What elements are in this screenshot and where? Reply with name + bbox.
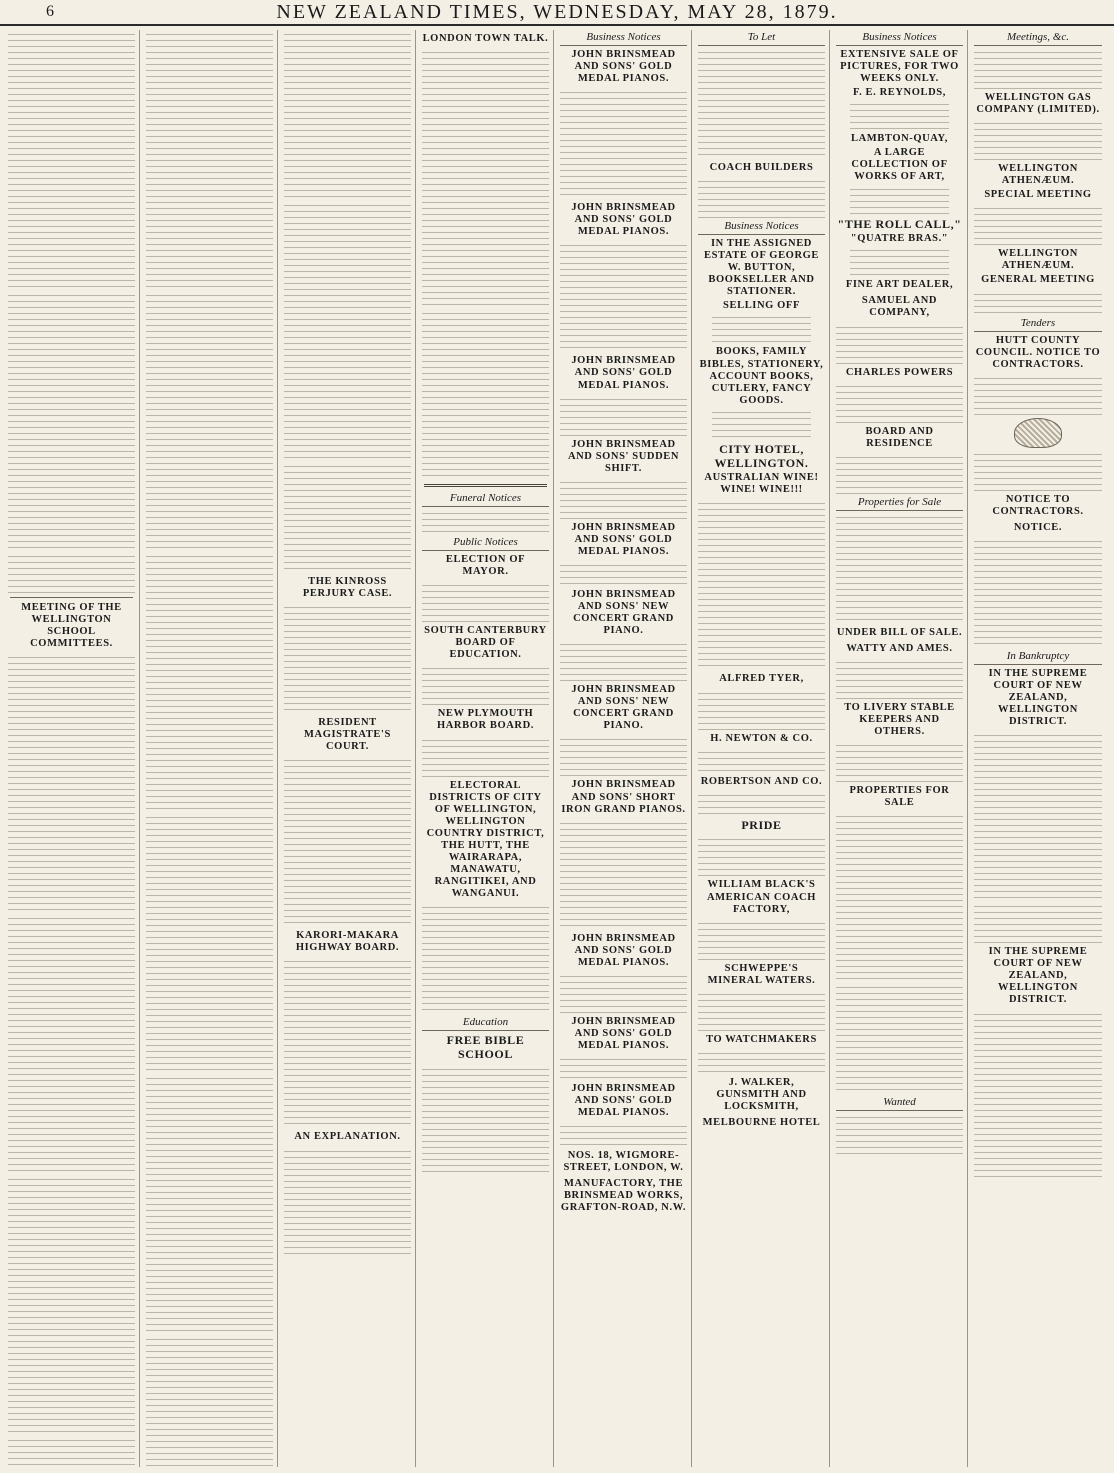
body-text: [422, 904, 549, 1014]
kinross-headline: THE KINROSS PERJURY CASE.: [302, 576, 393, 600]
karori-headline: KARORI-MAKARA HIGHWAY BOARD.: [295, 930, 400, 954]
body-text: [8, 915, 135, 1175]
body-text: [422, 737, 549, 777]
canterbury-headline: SOUTH CANTERBURY BOARD OF EDUCATION.: [424, 625, 547, 661]
quatre-bras: "QUATRE BRAS.": [850, 233, 949, 245]
body-text: [974, 538, 1102, 648]
column-8: [974, 30, 1106, 1467]
gas-ad: [974, 92, 1102, 116]
paper-title: NEW ZEALAND TIMES, WEDNESDAY, MAY 28, 1879.: [276, 0, 838, 23]
board-headline: BOARD AND RESIDENCE: [865, 425, 934, 449]
body-text: [836, 514, 963, 624]
livery-headline: TO LIVERY STABLE KEEPERS AND OTHERS.: [844, 701, 955, 737]
robertson-ad: [698, 776, 825, 788]
brinsmead-headline: JOHN BRINSMEAD AND SONS' GOLD MEDAL PIANOS.: [571, 1015, 676, 1051]
schweppe-headline: SCHWEPPE'S MINERAL WATERS.: [707, 962, 816, 986]
body-text: [146, 292, 273, 552]
items-list: BOOKS, FAMILY BIBLES, STATIONERY, ACCOUNT BOOKS, CUTLERY, FANCY GOODS.: [699, 346, 824, 406]
to-let-section: To Let: [698, 30, 825, 46]
brinsmead-ad: [560, 779, 687, 815]
bill-of-sale-ad: [836, 627, 963, 639]
body-text: [836, 813, 963, 983]
court-notice-2: [974, 946, 1102, 1006]
body-text: [560, 820, 687, 930]
lambton-quay: LAMBTON-QUAY,: [851, 133, 948, 145]
manufactory-headline: MANUFACTORY, THE BRINSMEAD WORKS, GRAFTON-ROAD, N.W.: [560, 1178, 687, 1214]
watchmakers-ad: [698, 1034, 825, 1046]
body-text: [974, 49, 1102, 89]
coach-ad: [698, 162, 825, 174]
brinsmead-ad: [560, 522, 687, 558]
newton-ad: [698, 733, 825, 745]
bible-headline: FREE BIBLE SCHOOL: [446, 1033, 525, 1061]
coach-headline: COACH BUILDERS: [709, 162, 814, 173]
brinsmead-headline: JOHN BRINSMEAD AND SONS' NEW CONCERT GRAND PIANO.: [571, 684, 676, 732]
samuel-headline: SAMUEL AND COMPANY,: [861, 295, 938, 319]
meeting-headline: MEETING OF THE WELLINGTON SCHOOL COMMITTEES.: [21, 602, 122, 650]
brinsmead-ad: [560, 1016, 687, 1052]
schweppe-ad: [698, 963, 825, 987]
plymouth-headline: NEW PLYMOUTH HARBOR BOARD.: [436, 708, 535, 732]
body-text: [560, 89, 687, 199]
body-text: [836, 659, 963, 699]
business-section: Business Notices: [698, 219, 825, 235]
body-text: [974, 291, 1102, 315]
london-headline: LONDON TOWN TALK.: [422, 33, 549, 44]
city-hotel-sub: AUSTRALIAN WINE! WINE! WINE!!!: [704, 472, 819, 496]
body-text: [422, 582, 549, 622]
business-section: Business Notices: [560, 30, 687, 46]
wigmore-headline: NOS. 18, WIGMORE-STREET, LONDON, W.: [563, 1150, 684, 1174]
brinsmead-headline: JOHN BRINSMEAD AND SONS' NEW CONCERT GRAND PIANO.: [571, 588, 676, 637]
works-of-art: A LARGE COLLECTION OF WORKS OF ART,: [851, 147, 948, 183]
body-text: [698, 836, 825, 876]
body-text: [974, 205, 1102, 245]
body-text: [560, 242, 687, 352]
funeral-section: Funeral Notices: [422, 491, 549, 507]
pride-headline: PRIDE: [741, 817, 782, 832]
body-text: [560, 1056, 687, 1080]
body-text: [974, 732, 1102, 902]
karori-article: [284, 930, 411, 954]
body-text: [8, 654, 135, 914]
hutt-headline: HUTT COUNTY COUNCIL. NOTICE TO CONTRACTORS.: [975, 334, 1101, 370]
election-notice: [422, 554, 549, 578]
powers-ad: [836, 367, 963, 379]
body-text: [974, 375, 1102, 415]
melbourne-ad: [698, 1117, 825, 1129]
brinsmead-headline: JOHN BRINSMEAD AND SONS' GOLD MEDAL PIANOS.: [571, 521, 676, 557]
resident-headline: RESIDENT MAGISTRATE'S COURT.: [304, 717, 391, 753]
brinsmead-ad: [560, 202, 687, 238]
properties-headline: PROPERTIES FOR SALE: [849, 785, 950, 809]
column-1: [8, 30, 140, 1467]
body-text: [560, 562, 687, 586]
body-text: [974, 903, 1102, 943]
election-headline: ELECTION OF MAYOR.: [445, 554, 526, 578]
assigned-estate-ad: [698, 238, 825, 439]
column-3: [284, 30, 416, 1467]
selling-off: SELLING OFF: [723, 300, 800, 312]
column-2: [146, 30, 278, 1467]
body-text: [146, 1075, 273, 1335]
body-text: [698, 690, 825, 730]
body-text: [974, 451, 1102, 491]
masthead: [0, 0, 1114, 26]
body-text: [284, 958, 411, 1128]
resident-article: [284, 717, 411, 753]
body-text: [560, 973, 687, 1013]
athenaeum-headline-2: WELLINGTON ATHENÆUM.: [998, 248, 1078, 272]
electoral-headline: ELECTORAL DISTRICTS OF CITY OF WELLINGTON, WELLINGTON COUNTRY DISTRICT, THE HUTT, THE WAIRARAPA, MANAWATU, RANGITIKEI, AND WANGANUI.: [426, 779, 545, 900]
body-text: [422, 310, 549, 480]
brinsmead-headline: JOHN BRINSMEAD AND SONS' SHORT IRON GRAND PIANOS.: [561, 779, 686, 815]
properties-section: Properties for Sale: [836, 495, 963, 511]
body-text: [836, 1114, 963, 1154]
explanation-article: [284, 1131, 411, 1143]
reynolds-name: F. E. REYNOLDS,: [853, 87, 946, 99]
fine-art-dealer: FINE ART DEALER,: [845, 279, 954, 291]
brinsmead-headline: JOHN BRINSMEAD AND SONS' GOLD MEDAL PIANOS.: [571, 355, 676, 391]
tender-headline: NOTICE TO CONTRACTORS.: [992, 493, 1084, 517]
notice-ad: [974, 522, 1102, 534]
brinsmead-ad: [560, 684, 687, 732]
column-4: [422, 30, 554, 1467]
watty-ad: [836, 643, 963, 655]
brinsmead-headline: JOHN BRINSMEAD AND SONS' GOLD MEDAL PIANOS.: [571, 932, 676, 968]
special-meeting: SPECIAL MEETING: [984, 189, 1092, 201]
manufactory-ad: [560, 1178, 687, 1214]
body-text: [8, 1176, 135, 1436]
tenders-section: Tenders: [974, 316, 1102, 332]
brinsmead-headline: JOHN BRINSMEAD AND SONS' SUDDEN SHIFT.: [567, 438, 680, 474]
body-text: [560, 396, 687, 436]
public-section: Public Notices: [422, 535, 549, 551]
sale-headline: EXTENSIVE SALE OF PICTURES, FOR TWO WEEKS ONLY.: [840, 49, 959, 85]
assigned-headline: IN THE ASSIGNED ESTATE OF GEORGE W. BUTTON, BOOKSELLER AND STATIONER.: [703, 238, 819, 298]
brinsmead-headline: JOHN BRINSMEAD AND SONS' GOLD MEDAL PIANOS.: [571, 202, 676, 238]
body-text: [698, 500, 825, 670]
london-article: [422, 33, 549, 45]
body-text: [836, 383, 963, 423]
body-text: [560, 736, 687, 776]
board-ad: [836, 426, 963, 450]
general-meeting: GENERAL MEETING: [981, 274, 1095, 286]
hutt-ad: [974, 335, 1102, 371]
education-section: Education: [422, 1015, 549, 1031]
body-text: [284, 31, 411, 201]
explanation-headline: AN EXPLANATION.: [294, 1131, 401, 1143]
body-text: [698, 178, 825, 218]
bankruptcy-section: In Bankruptcy: [974, 649, 1102, 665]
body-text: [8, 553, 135, 593]
body-text: [560, 1123, 687, 1147]
watty-headline: WATTY AND AMES.: [846, 642, 953, 654]
brinsmead-ad: [560, 1083, 687, 1119]
court-headline: IN THE SUPREME COURT OF NEW ZEALAND, WELLINGTON DISTRICT.: [988, 667, 1088, 728]
business-section: Business Notices: [836, 30, 963, 46]
body-text: [284, 202, 411, 462]
samuel-ad: [836, 295, 963, 319]
brinsmead-headline: JOHN BRINSMEAD AND SONS' GOLD MEDAL PIANOS.: [571, 1083, 676, 1119]
body-text: [836, 742, 963, 782]
body-text: [422, 665, 549, 705]
body-text: [560, 479, 687, 519]
body-text: [8, 1437, 135, 1467]
black-ad: [698, 879, 825, 915]
body-text: [284, 463, 411, 573]
wanted-section: Wanted: [836, 1095, 963, 1111]
walker-ad: [698, 1077, 825, 1113]
body-text: [146, 1336, 273, 1467]
column-6: [698, 30, 830, 1467]
properties-ad: [836, 785, 963, 809]
city-hotel-headline: CITY HOTEL, WELLINGTON.: [714, 441, 809, 470]
canterbury-notice: [422, 625, 549, 661]
court-notice: [974, 668, 1102, 728]
tyer-ad: [698, 673, 825, 685]
powers-headline: CHARLES POWERS: [845, 366, 954, 378]
electoral-notice: [422, 780, 549, 901]
notice-headline: NOTICE.: [1013, 521, 1063, 533]
bible-notice: [422, 1034, 549, 1062]
brinsmead-ad: [560, 49, 687, 85]
watchmakers-headline: TO WATCHMAKERS: [706, 1033, 817, 1045]
body-text: [974, 120, 1102, 160]
column-7: [836, 30, 968, 1467]
body-text: [698, 792, 825, 816]
body-text: [698, 49, 825, 159]
bill-headline: UNDER BILL OF SALE.: [836, 626, 963, 638]
body-text: [698, 1050, 825, 1074]
black-headline: WILLIAM BLACK'S AMERICAN COACH FACTORY,: [706, 879, 817, 915]
kinross-article: [284, 576, 411, 600]
plymouth-notice: [422, 708, 549, 732]
brinsmead-ad: [560, 355, 687, 391]
tyer-headline: ALFRED TYER,: [719, 673, 804, 685]
brinsmead-ad: [560, 933, 687, 969]
body-text: [698, 991, 825, 1031]
columns: [8, 30, 1106, 1467]
robertson-headline: ROBERTSON AND CO.: [700, 775, 823, 787]
brinsmead-ad: [560, 589, 687, 637]
gas-headline: WELLINGTON GAS COMPANY (LIMITED).: [976, 92, 1100, 116]
livery-ad: [836, 702, 963, 738]
body-text: [284, 757, 411, 927]
athenaeum-headline: WELLINGTON ATHENÆUM.: [998, 163, 1078, 187]
body-text: [284, 604, 411, 714]
walker-headline: J. WALKER, GUNSMITH AND LOCKSMITH,: [716, 1076, 807, 1112]
body-text: [8, 31, 135, 291]
body-text: [146, 553, 273, 813]
body-text: [974, 1011, 1102, 1181]
meetings-section: Meetings, &c.: [974, 30, 1102, 46]
brinsmead-ad: [560, 439, 687, 475]
body-text: [698, 920, 825, 960]
body-text: [836, 984, 963, 1094]
body-text: [836, 454, 963, 494]
page-number: 6: [46, 3, 54, 20]
body-text: [560, 641, 687, 681]
body-text: [698, 749, 825, 773]
pride-ad: [698, 819, 825, 833]
city-hotel-ad: [698, 443, 825, 497]
wigmore-ad: [560, 1150, 687, 1174]
body-text: [836, 324, 963, 364]
court-headline-2: IN THE SUPREME COURT OF NEW ZEALAND, WELLINGTON DISTRICT.: [988, 946, 1088, 1006]
column-5: [560, 30, 692, 1467]
body-text: [422, 49, 549, 309]
pictures-sale-ad: [836, 49, 963, 291]
body-text: [422, 1066, 549, 1176]
body-text: [146, 31, 273, 291]
brinsmead-headline: JOHN BRINSMEAD AND SONS' GOLD MEDAL PIANOS.: [571, 49, 676, 85]
athenaeum-ad-2: [974, 248, 1102, 286]
body-text: [8, 292, 135, 552]
roll-call: "THE ROLL CALL,": [837, 216, 962, 231]
athenaeum-ad: [974, 163, 1102, 201]
newton-headline: H. NEWTON & CO.: [710, 732, 813, 744]
coat-of-arms: [1014, 418, 1062, 448]
tender-ad: [974, 494, 1102, 518]
body-text: [422, 510, 549, 534]
meeting-article: [8, 602, 135, 650]
body-text: [146, 814, 273, 1074]
melbourne-headline: MELBOURNE HOTEL: [702, 1117, 821, 1129]
body-text: [284, 1148, 411, 1258]
